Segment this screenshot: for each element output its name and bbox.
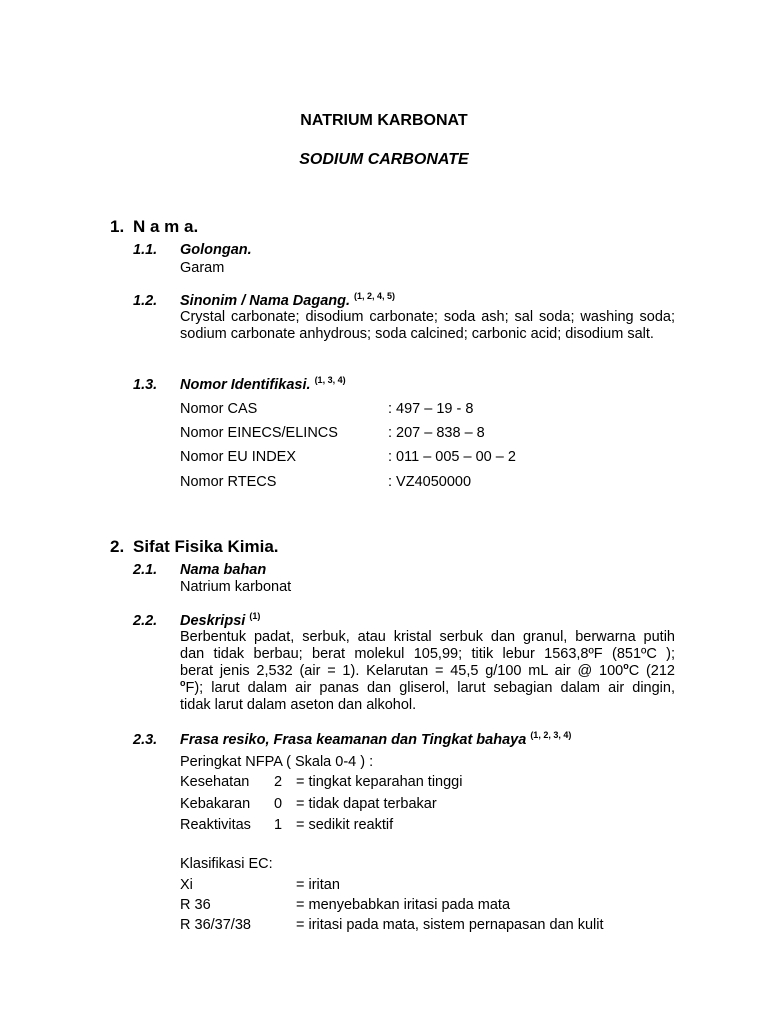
ec-code: R 36 xyxy=(180,897,211,913)
item-2-1-title: Nama bahan xyxy=(180,562,267,578)
ec-desc: = iritasi pada mata, sistem pernapasan dan kulit xyxy=(296,917,604,933)
id-row-label: Nomor EU INDEX xyxy=(180,449,297,465)
item-1-2-ref: (1, 2, 4, 5) xyxy=(354,291,396,302)
id-row-value: : 011 – 005 – 00 – 2 xyxy=(388,449,516,465)
nfpa-desc: = tidak dapat terbakar xyxy=(296,796,437,812)
item-1-1-number: 1.1. xyxy=(133,242,158,258)
section-1-number: 1. xyxy=(110,217,125,236)
section-2-heading: Sifat Fisika Kimia. xyxy=(133,537,279,556)
item-2-2-title: Deskripsi $^{(1)}$ xyxy=(180,611,261,629)
nfpa-desc: = sedikit reaktif xyxy=(296,817,394,833)
nfpa-label: Kebakaran xyxy=(180,796,251,812)
id-row-value: : 207 – 838 – 8 xyxy=(388,425,485,441)
ec-code: Xi xyxy=(180,877,193,893)
item-1-2-text: Crystal carbonate; disodium carbonate; soda ash; sal soda; washing soda; sodium carbonate anhydrous; soda calcined; carbonic acid; disodium salt. xyxy=(180,309,675,342)
item-1-1-title: Golongan. xyxy=(180,242,252,258)
id-row-label: Nomor CAS xyxy=(180,401,258,417)
nfpa-title: Peringkat NFPA ( Skala 0-4 ) : xyxy=(180,754,374,770)
ec-code: R 36/37/38 xyxy=(180,917,251,933)
document-title: NATRIUM KARBONAT xyxy=(300,112,468,129)
nfpa-value: 0 xyxy=(274,796,283,812)
ec-desc: = menyebabkan iritasi pada mata xyxy=(296,897,511,913)
section-2-number: 2. xyxy=(110,537,125,556)
item-2-3-title: Frasa resiko, Frasa keamanan dan Tingkat bahaya $^{(1, 2, 3, 4)}$ xyxy=(180,730,572,748)
item-2-1-text: Natrium karbonat xyxy=(180,579,292,595)
item-1-3-ref: (1, 3, 4) xyxy=(314,375,346,386)
id-row-label: Nomor RTECS xyxy=(180,474,277,490)
ec-desc: = iritan xyxy=(296,877,340,893)
item-2-3-number: 2.3. xyxy=(133,732,158,748)
nfpa-label: Kesehatan xyxy=(180,774,250,790)
document-subtitle: SODIUM CARBONATE xyxy=(299,151,469,168)
section-1-heading: N a m a. xyxy=(133,217,199,236)
item-1-3-number: 1.3. xyxy=(133,377,158,393)
item-2-3-ref: (1, 2, 3, 4) xyxy=(530,730,572,741)
item-2-2-text: Berbentuk padat, serbuk, atau kristal serbuk dan granul, berwarna putih dan tidak berbau; berat molekul 105,99; titik lebur 1563,8ºF (851ºC ); berat jenis 2,532 (air = 1). Kelarutan = 45,5 g/100 mL air @ 100$^o$C (212 $^o$F); larut dalam air panas dan gliserol, larut sebagian dalam air dingin, tidak larut dalam aseton dan alkohol. xyxy=(180,629,675,713)
id-row-label: Nomor EINECS/ELINCS xyxy=(180,425,338,441)
item-1-2-title: Sinonim / Nama Dagang. $^{(1, 2, 4, 5)}$ xyxy=(180,291,396,309)
item-2-2-number: 2.2. xyxy=(133,613,158,629)
ec-title: Klasifikasi EC: xyxy=(180,856,273,872)
item-2-2-ref: (1) xyxy=(249,611,261,622)
item-1-2-number: 1.2. xyxy=(133,293,158,309)
nfpa-value: 2 xyxy=(274,774,283,790)
nfpa-value: 1 xyxy=(274,817,283,833)
item-2-1-number: 2.1. xyxy=(133,562,158,578)
nfpa-desc: = tingkat keparahan tinggi xyxy=(296,774,463,790)
nfpa-label: Reaktivitas xyxy=(180,817,251,833)
item-1-1-text: Garam xyxy=(180,260,225,276)
id-row-value: : 497 – 19 - 8 xyxy=(388,401,474,417)
id-row-value: : VZ4050000 xyxy=(388,474,472,490)
item-1-3-title: Nomor Identifikasi. $^{(1, 3, 4)}$ xyxy=(180,375,346,393)
